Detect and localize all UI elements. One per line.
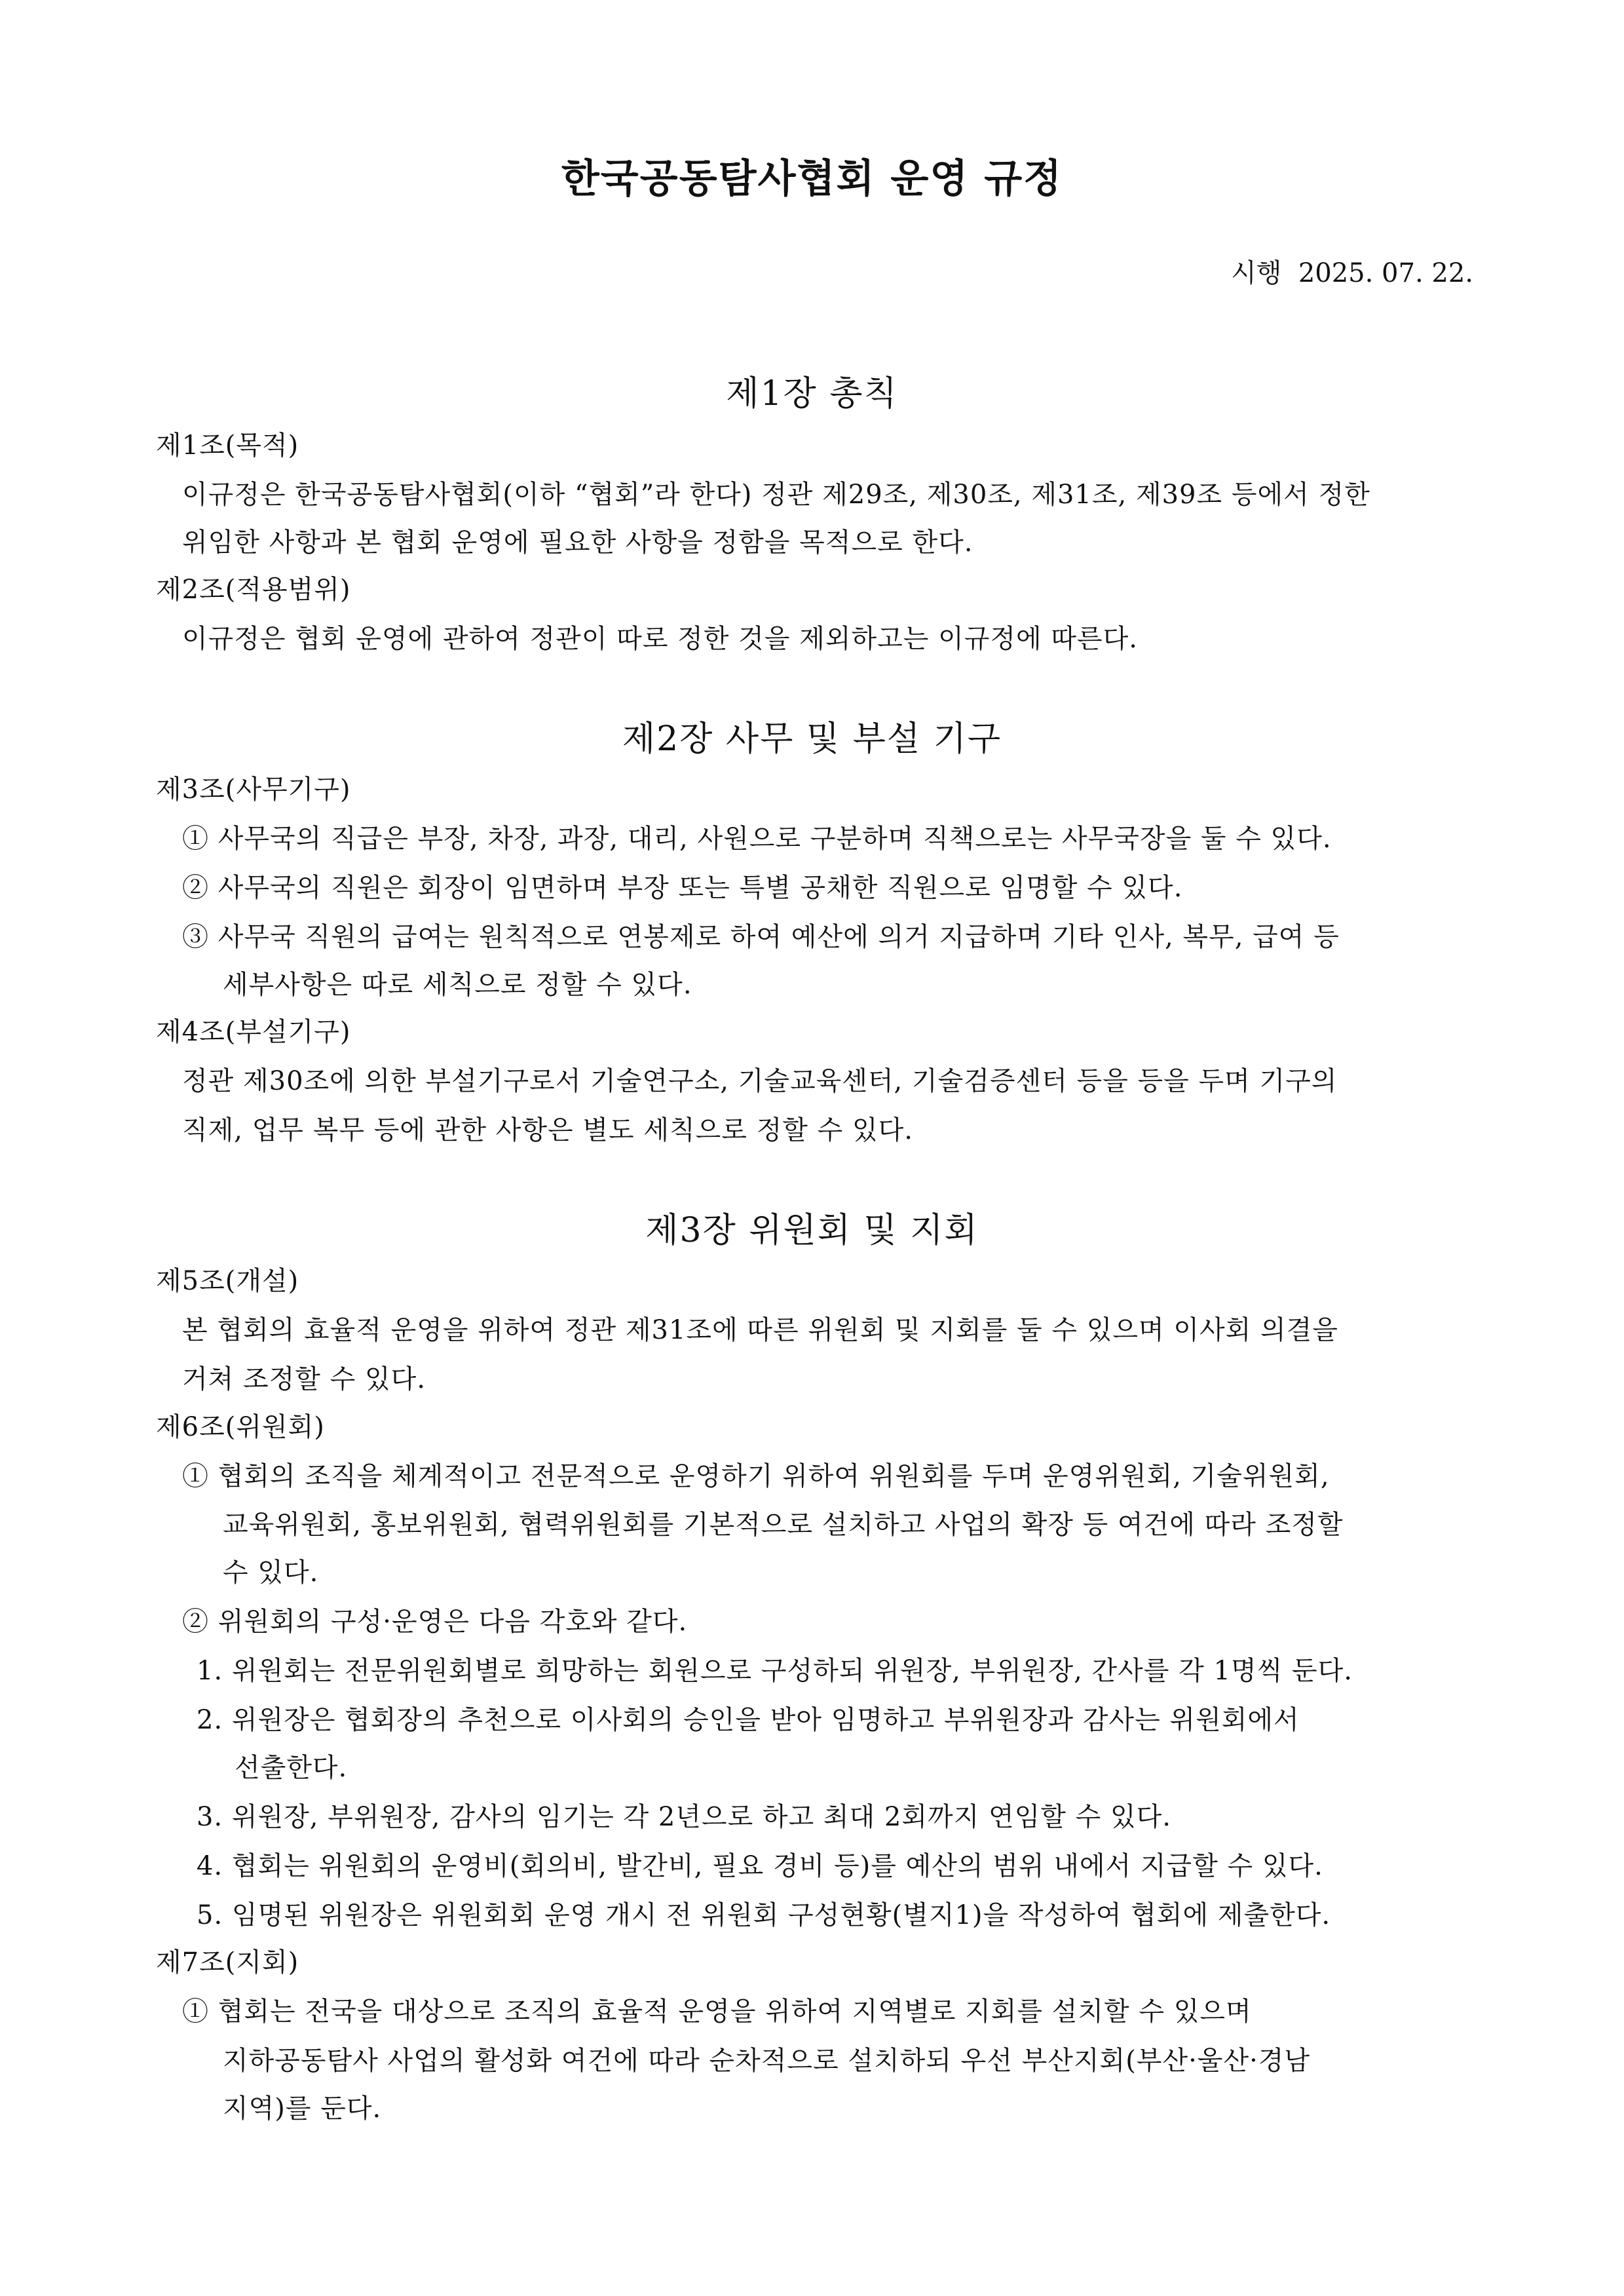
article-4-text-line: 직제, 업무 복무 등에 관한 사항은 별도 세칙으로 정할 수 있다.	[182, 1115, 913, 1145]
article-3-clause-2: ② 사무국의 직원은 회장이 임면하며 부장 또는 특별 공채한 직원으로 임명할 수 있다.	[182, 873, 1183, 903]
article-4-text-line: 정관 제30조에 의한 부설기구로서 기술연구소, 기술교육센터, 기술검증센터 등을 등을 두며 기구의	[182, 1066, 1338, 1096]
article-1-text-line: 이규정은 한국공동탐사협회(이하 “협회”라 한다) 정관 제29조, 제30조, 제31조, 제39조 등에서 정한	[182, 480, 1370, 510]
article-6-item-1: 1. 위원회는 전문위원회별로 희망하는 회원으로 구성하되 위원장, 부위원장, 간사를 각 1명씩 둔다.	[197, 1656, 1353, 1686]
chapter-3-heading: 제3장 위원회 및 지회	[645, 1211, 979, 1250]
article-2-title: 제2조(적용범위)	[156, 575, 351, 605]
article-1-title: 제1조(목적)	[156, 430, 299, 461]
article-6-clause-1-cont: 수 있다.	[223, 1558, 319, 1588]
article-7-clause-1-cont: 지역)를 둔다.	[223, 2094, 382, 2124]
article-3-clause-3-cont: 세부사항은 따로 세칙으로 정할 수 있다.	[223, 970, 692, 1000]
article-5-title: 제5조(개설)	[156, 1266, 299, 1296]
article-3-clause-1: ① 사무국의 직급은 부장, 차장, 과장, 대리, 사원으로 구분하며 직책으로는 사무국장을 둘 수 있다.	[182, 824, 1332, 854]
article-6-item-3: 3. 위원장, 부위원장, 감사의 임기는 각 2년으로 하고 최대 2회까지 연임할 수 있다.	[197, 1802, 1171, 1832]
article-6-item-4: 4. 협회는 위원회의 운영비(회의비, 발간비, 필요 경비 등)를 예산의 범위 내에서 지급할 수 있다.	[197, 1851, 1323, 1881]
article-6-clause-2: ② 위원회의 구성·운영은 다음 각호와 같다.	[182, 1607, 688, 1637]
article-6-item-5: 5. 임명된 위원장은 위원회회 운영 개시 전 위원회 구성현황(별지1)을 작성하여 협회에 제출한다.	[197, 1900, 1331, 1930]
chapter-2-heading: 제2장 사무 및 부설 기구	[622, 719, 1002, 759]
article-3-clause-3: ③ 사무국 직원의 급여는 원칙적으로 연봉제로 하여 예산에 의거 지급하며 기타 인사, 복무, 급여 등	[182, 922, 1340, 952]
article-6-clause-1: ① 협회의 조직을 체계적이고 전문적으로 운영하기 위하여 위원회를 두며 운영위원회, 기술위원회,	[182, 1461, 1330, 1491]
effective-date: 시행 2025. 07. 22.	[1231, 258, 1473, 288]
article-6-clause-1-cont: 교육위원회, 홍보위원회, 협력위원회를 기본적으로 설치하고 사업의 확장 등 여건에 따라 조정할	[223, 1510, 1344, 1540]
document-title: 한국공동탐사협회 운영 규정	[561, 156, 1063, 202]
article-7-clause-1-cont: 지하공동탐사 사업의 활성화 여건에 따라 순차적으로 설치하되 우선 부산지회(부산·울산·경남	[223, 2046, 1311, 2076]
article-6-item-2-cont: 선출한다.	[235, 1753, 348, 1783]
article-5-text-line: 본 협회의 효율적 운영을 위하여 정관 제31조에 따른 위원회 및 지회를 둘 수 있으며 이사회 의결을	[182, 1315, 1338, 1345]
article-6-title: 제6조(위원회)	[156, 1412, 325, 1442]
article-6-item-2: 2. 위원장은 협회장의 추천으로 이사회의 승인을 받아 임명하고 부위원장과 감사는 위원회에서	[197, 1705, 1300, 1735]
chapter-1-heading: 제1장 총칙	[726, 374, 898, 413]
article-7-title: 제7조(지회)	[156, 1947, 299, 1978]
article-2-text-line: 이규정은 협회 운영에 관하여 정관이 따로 정한 것을 제외하고는 이규정에 따른다.	[182, 624, 1138, 654]
article-3-title: 제3조(사무기구)	[156, 775, 351, 805]
article-5-text-line: 거쳐 조정할 수 있다.	[182, 1364, 426, 1394]
article-1-text-line: 위임한 사항과 본 협회 운영에 필요한 사항을 정함을 목적으로 한다.	[182, 527, 973, 558]
article-7-clause-1: ① 협회는 전국을 대상으로 조직의 효율적 운영을 위하여 지역별로 지회를 설치할 수 있으며	[182, 1997, 1252, 2027]
article-4-title: 제4조(부설기구)	[156, 1017, 351, 1047]
